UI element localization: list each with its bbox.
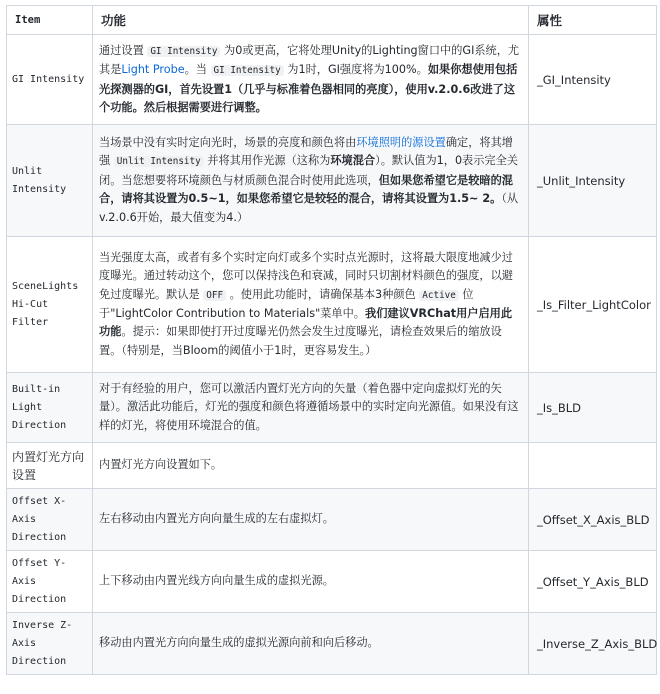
desc-text: 并将其用作光源（这称为 [203,154,331,168]
desc-text: 位于"LightColor Contribution to Materials"菜单中。 [99,287,474,320]
table-row [7,373,657,443]
description-cell: 上下移动由内置光线方向向量生成的虚拟光源。 [93,551,529,613]
ambient-source-link[interactable]: 环境照明的源设置 [356,135,446,149]
desc-text: 。使用此功能时，请确保基本3种颜色 [226,287,420,301]
item-cell: Offset Y-Axis Direction [7,551,93,613]
property-cell: _Offset_X_Axis_BLD [529,489,657,551]
desc-text: 通过设置 [99,43,148,57]
description-cell [93,125,529,237]
desc-bold: 环境混合 [330,154,376,168]
desc-text: 确定，将其增强 [99,135,513,168]
item-cell: Inverse Z-Axis Direction [7,613,93,675]
property-cell: _Inverse_Z_Axis_BLD [529,613,657,675]
desc-text: 。提示：如果即使打开过度曝光仍然会发生过度曝光，请检查效果后的缩放设置。（特别是，当Bloom的阈值小于1时，更容易发生。） [99,325,502,357]
property-cell: _Offset_Y_Axis_BLD [529,551,657,613]
desc-bold: 如果你想使用包括光探测器的GI，首先设置1（几乎与标准着色器相同的亮度），使用v.2.0.6改进了这个功能。然后根据需要进行调整。 [99,63,518,114]
item-cell: Built-in Light Direction [7,373,93,443]
table-row [7,489,657,551]
header-item: Item [7,6,93,35]
table-header-row [7,6,657,35]
item-cell: SceneLights Hi-Cut Filter [7,237,93,373]
properties-table [6,5,657,675]
property-cell: _Unlit_Intensity [529,125,657,237]
description-cell [93,237,529,373]
table-row [7,443,657,489]
desc-text: 为0或更高，它将处理Unity的Lighting窗口中的GI系统，尤其是 [99,43,520,77]
header-function: 功能 [93,6,529,35]
inline-code: GI Intensity [211,65,284,76]
property-cell: _Is_Filter_LightColor [529,237,657,373]
inline-code: OFF [203,290,226,301]
table-row [7,125,657,237]
property-cell [529,443,657,489]
desc-text: 为1时，GI强度将为100%。 [283,63,428,77]
description-cell: 对于有经验的用户，您可以激活内置灯光方向的矢量（着色器中定向虚拟灯光的矢量）。激活此功能后，灯光的强度和颜色将遵循场景中的实时定向光源值。如果没有这样的灯光，将使用环境混合的值。 [93,373,529,443]
description-cell: 左右移动由内置光方向向量生成的左右虚拟灯。 [93,489,529,551]
table-row [7,237,657,373]
item-cell: 内置灯光方向设置 [7,443,93,489]
table-row [7,35,657,125]
desc-text: 。当 [184,63,211,77]
item-cell: GI Intensity [7,35,93,125]
item-cell: Offset X-Axis Direction [7,489,93,551]
desc-bold: 我们建议VRChat用户启用此功能 [99,307,513,339]
description-cell: 内置灯光方向设置如下。 [93,443,529,489]
desc-text: 当场景中没有实时定向光时，场景的亮度和颜色将由 [99,135,357,149]
light-probe-link[interactable]: Light Probe [121,63,185,77]
inline-code: Unlit Intensity [114,156,204,167]
table-row [7,613,657,675]
description-cell: 移动由内置光方向向量生成的虚拟光源向前和向后移动。 [93,613,529,675]
inline-code: Active [419,290,459,301]
description-cell [93,35,529,125]
desc-text: ）。默认值为1，0表示完全关闭。当您想要将环境颜色与材质颜色混合时使用此选项， [99,154,518,187]
header-property: 属性 [529,6,657,35]
item-cell: Unlit Intensity [7,125,93,237]
desc-text: 当光强度太高，或者有多个实时定向灯或多个实时点光源时，这将最大限度地减少过度曝光。通过转动这个，您可以保持浅色和衰减，同时只切割材料颜色的强度，以避免过度曝光。默认是 [99,250,513,301]
desc-text: （从v.2.0.6开始，最大值变为4.） [99,192,519,224]
property-cell: _Is_BLD [529,373,657,443]
table-row [7,551,657,613]
property-cell: _GI_Intensity [529,35,657,125]
desc-bold: 但如果您希望它是较暗的混合，请将其设置为0.5~1，如果您希望它是较轻的混合，请将其设置为1.5~ 2。 [99,173,513,206]
inline-code: GI Intensity [147,46,220,57]
